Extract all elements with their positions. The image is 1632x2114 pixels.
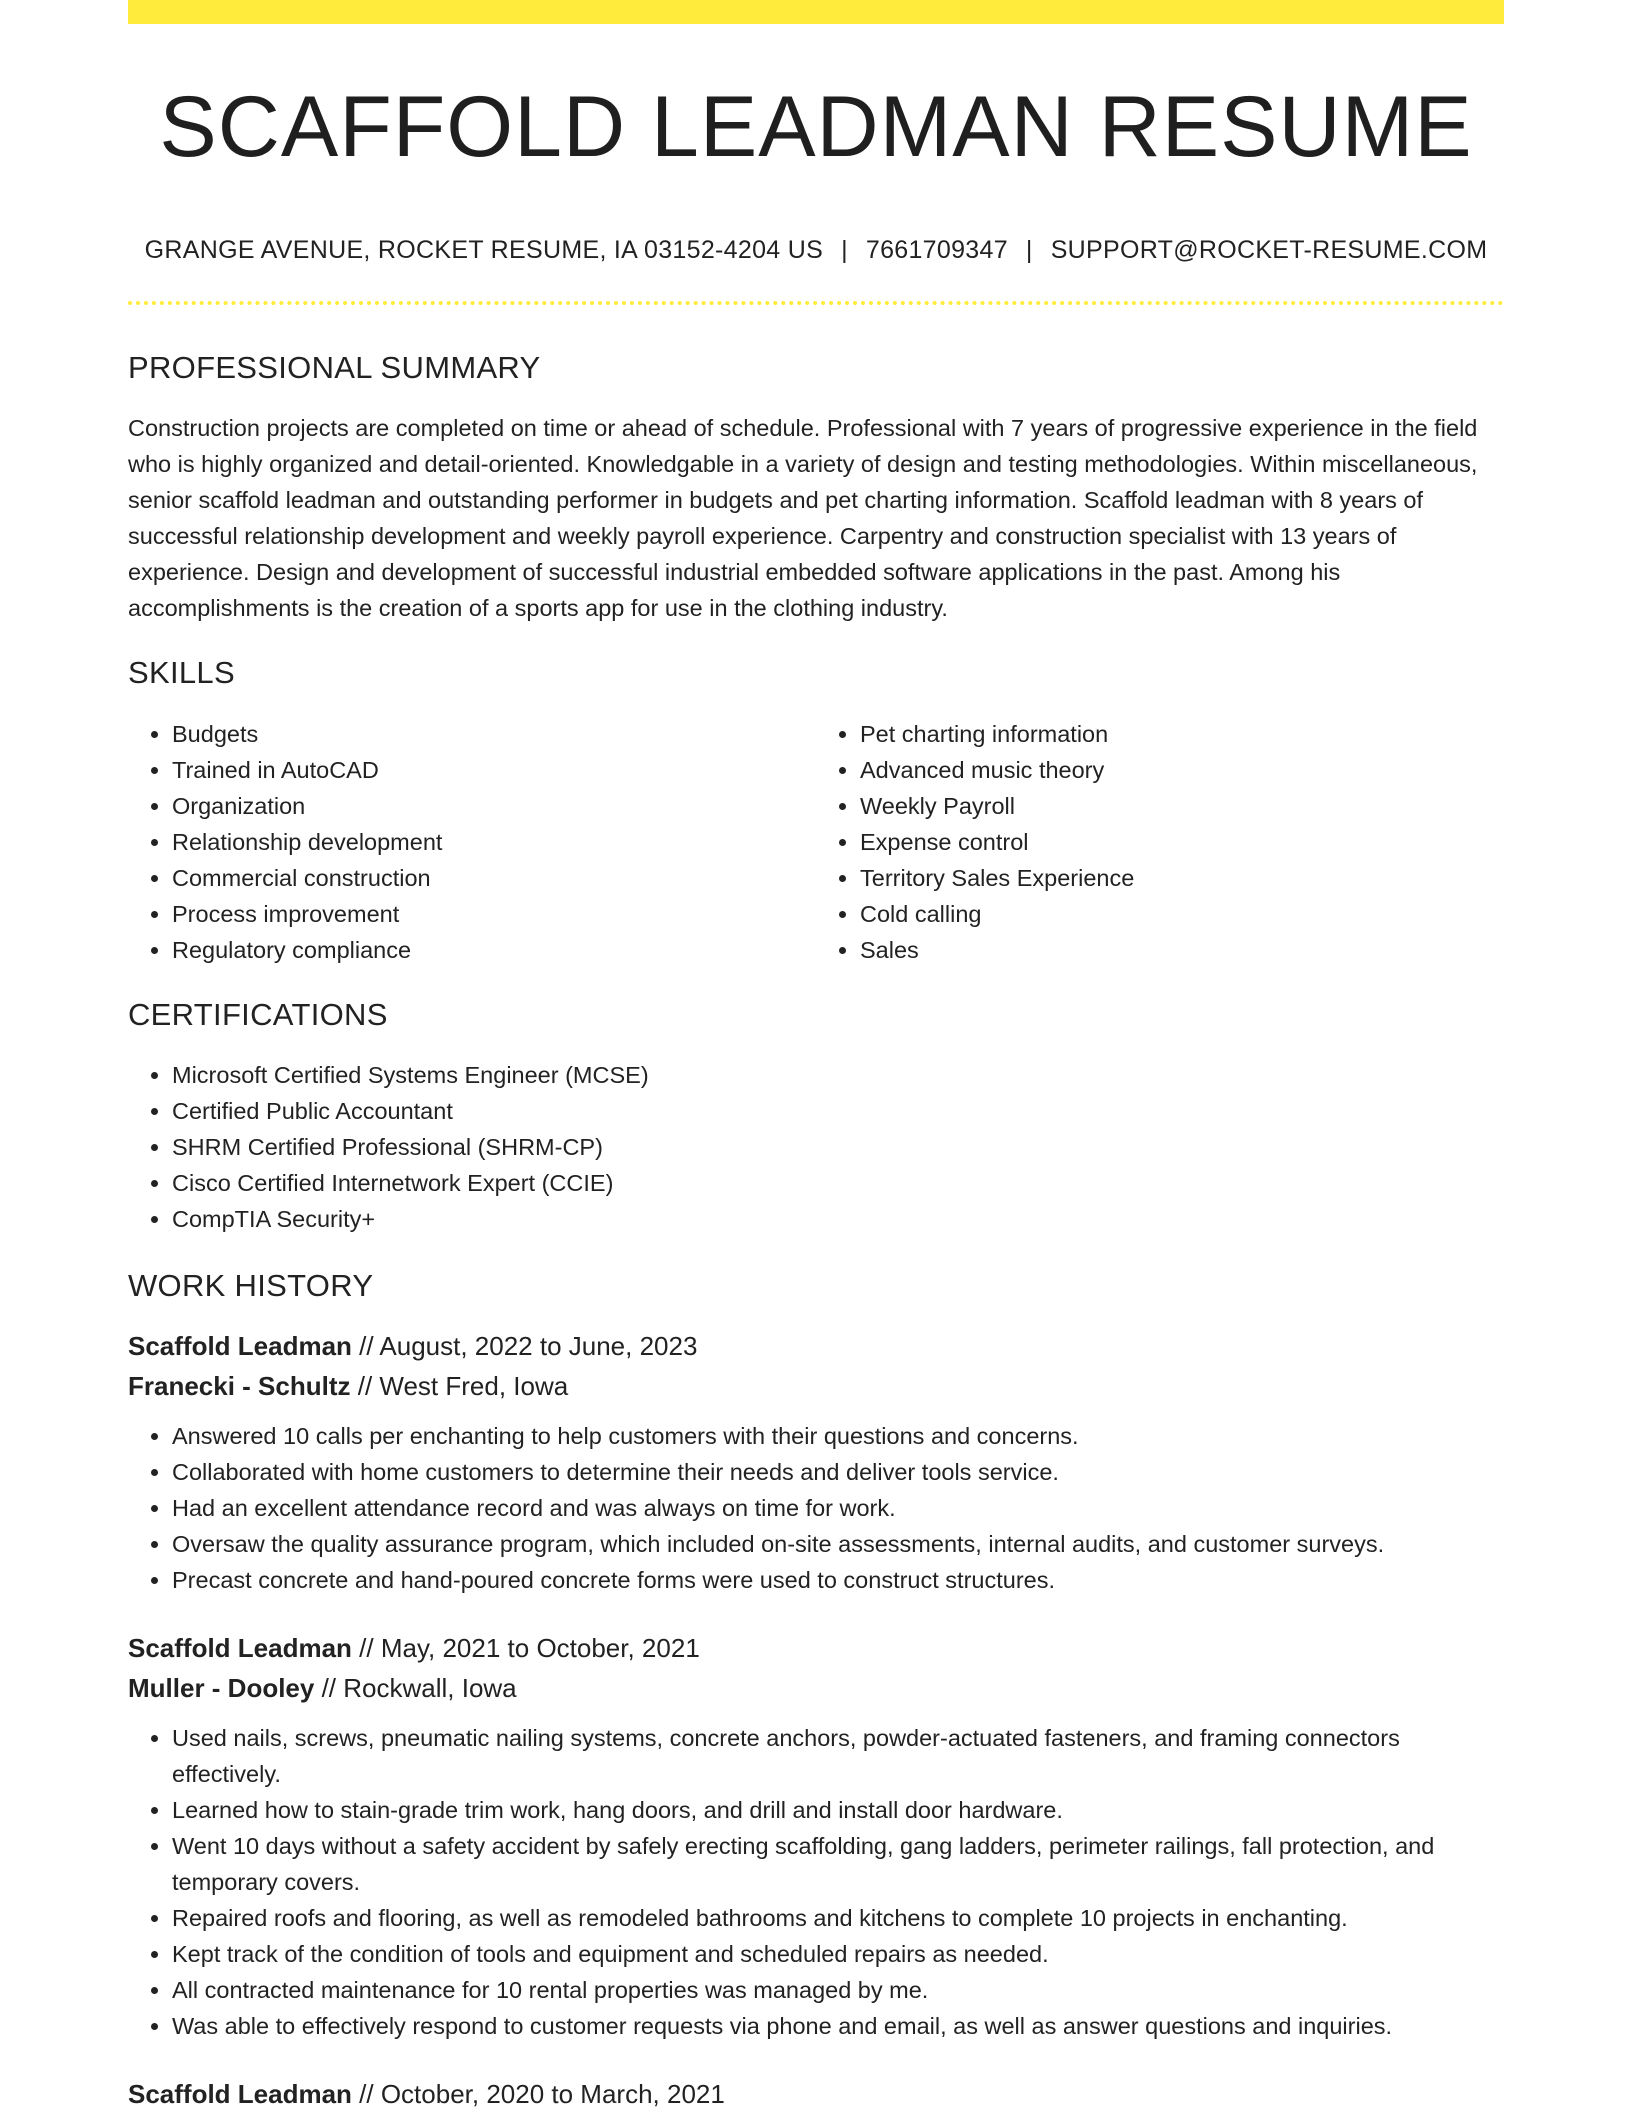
job-entry bbox=[128, 1326, 1504, 1598]
skill-item: • Commercial construction bbox=[172, 860, 816, 896]
skill-item: • Territory Sales Experience bbox=[860, 860, 1504, 896]
certifications-heading: CERTIFICATIONS bbox=[128, 996, 388, 1032]
job-bullets bbox=[128, 1418, 1504, 1598]
skill-item: • Expense control bbox=[860, 824, 1504, 860]
job-bullet: • Repaired roofs and flooring, as well as remodeled bathrooms and kitchens to complete 10 projects in enchanting. bbox=[172, 1900, 1504, 1936]
skills-heading: SKILLS bbox=[128, 655, 235, 691]
job-company-line bbox=[128, 1668, 1504, 1708]
certification-item: • Cisco Certified Internetwork Expert (CCIE) bbox=[172, 1165, 1504, 1201]
certification-item: • Certified Public Accountant bbox=[172, 1093, 1504, 1129]
summary-section bbox=[128, 349, 1504, 626]
job-dates: // October, 2020 to March, 2021 bbox=[351, 2079, 725, 2110]
dotted-divider bbox=[128, 301, 1504, 305]
summary-heading: PROFESSIONAL SUMMARY bbox=[128, 350, 541, 386]
job-bullet: • Used nails, screws, pneumatic nailing systems, concrete anchors, powder-actuated fasteners, and framing connectors effectively. bbox=[172, 1720, 1504, 1792]
skill-item: • Advanced music theory bbox=[860, 752, 1504, 788]
job-title: Scaffold Leadman bbox=[128, 1633, 352, 1664]
job-dates: // August, 2022 to June, 2023 bbox=[351, 1331, 698, 1362]
skill-item: • Sales bbox=[860, 932, 1504, 968]
skill-item: • Weekly Payroll bbox=[860, 788, 1504, 824]
job-company: Muller - Dooley bbox=[128, 1673, 315, 1704]
certification-item: • CompTIA Security+ bbox=[172, 1201, 1504, 1237]
skill-item: • Relationship development bbox=[172, 824, 816, 860]
phone: 7661709347 bbox=[865, 236, 1008, 265]
skill-item: • Pet charting information bbox=[860, 716, 1504, 752]
certification-item: • Microsoft Certified Systems Engineer (MCSE) bbox=[172, 1057, 1504, 1093]
summary-text: Construction projects are completed on time or ahead of schedule. Professional with 7 years of progressive experience in the field who is highly organized and detail-oriented. Knowledgable in a variety of design and testing methodologies. Within miscellaneous, senior scaffold leadman and outstanding performer in budgets and pet charting information. Scaffold leadman with 8 years of successful relationship development and weekly payroll experience. Carpentry and construction specialist with 13 years of experience. Design and development of successful industrial embedded software applications in the past. Among his accomplishments is the creation of a sports app for use in the clothing industry. bbox=[128, 415, 1478, 622]
job-title-line bbox=[128, 1628, 1504, 1668]
job-bullet: • Learned how to stain-grade trim work, hang doors, and drill and install door hardware. bbox=[172, 1792, 1504, 1828]
certifications-section bbox=[128, 996, 1504, 1237]
top-accent-bar bbox=[128, 0, 1504, 24]
skills-columns bbox=[128, 716, 1504, 968]
job-title-line bbox=[128, 2074, 1504, 2114]
job-bullet: • All contracted maintenance for 10 rental properties was managed by me. bbox=[172, 1972, 1504, 2008]
job-location: // West Fred, Iowa bbox=[350, 1371, 569, 1402]
job-bullet: • Collaborated with home customers to determine their needs and deliver tools service. bbox=[172, 1454, 1504, 1490]
certification-item: • SHRM Certified Professional (SHRM-CP) bbox=[172, 1129, 1504, 1165]
job-bullets bbox=[128, 1720, 1504, 2044]
job-bullet: • Answered 10 calls per enchanting to help customers with their questions and concerns. bbox=[172, 1418, 1504, 1454]
job-title: Scaffold Leadman bbox=[128, 1331, 352, 1362]
skills-right-list bbox=[816, 716, 1504, 968]
job-dates: // May, 2021 to October, 2021 bbox=[351, 1633, 700, 1664]
skill-item: • Budgets bbox=[172, 716, 816, 752]
job-bullet: • Was able to effectively respond to customer requests via phone and email, as well as answer questions and inquiries. bbox=[172, 2008, 1504, 2044]
job-entry bbox=[128, 2074, 1504, 2114]
skill-item: • Regulatory compliance bbox=[172, 932, 816, 968]
separator: | bbox=[1025, 236, 1033, 265]
job-bullet: • Had an excellent attendance record and was always on time for work. bbox=[172, 1490, 1504, 1526]
job-company-line bbox=[128, 1366, 1504, 1406]
job-bullet: • Oversaw the quality assurance program, which included on-site assessments, internal audits, and customer surveys. bbox=[172, 1526, 1504, 1562]
job-company: Franecki - Schultz bbox=[128, 1371, 351, 1402]
skill-item: • Process improvement bbox=[172, 896, 816, 932]
contact-line bbox=[128, 238, 1504, 263]
job-bullet: • Kept track of the condition of tools and equipment and scheduled repairs as needed. bbox=[172, 1936, 1504, 1972]
work-history-heading: WORK HISTORY bbox=[128, 1267, 374, 1303]
separator: | bbox=[841, 236, 848, 265]
job-entry bbox=[128, 1628, 1504, 2044]
skill-item: • Organization bbox=[172, 788, 816, 824]
skill-item: • Trained in AutoCAD bbox=[172, 752, 816, 788]
job-title: Scaffold Leadman bbox=[128, 2079, 352, 2110]
skills-section bbox=[128, 654, 1504, 967]
resume-title: SCAFFOLD LEADMAN RESUME bbox=[159, 79, 1473, 175]
job-location: // Rockwall, Iowa bbox=[314, 1673, 517, 1704]
email: SUPPORT@ROCKET-RESUME.COM bbox=[1050, 236, 1488, 265]
job-bullet: • Precast concrete and hand-poured concrete forms were used to construct structures. bbox=[172, 1562, 1504, 1598]
work-history-section bbox=[128, 1267, 1504, 2114]
address: GRANGE AVENUE, ROCKET RESUME, IA 03152-4204 US bbox=[144, 236, 824, 265]
job-title-line bbox=[128, 1326, 1504, 1366]
certifications-list bbox=[128, 1057, 1504, 1237]
resume-page bbox=[128, 0, 1504, 2114]
skill-item: • Cold calling bbox=[860, 896, 1504, 932]
job-bullet: • Went 10 days without a safety accident by safely erecting scaffolding, gang ladders, perimeter railings, fall protection, and temporary covers. bbox=[172, 1828, 1504, 1900]
skills-left-list bbox=[128, 716, 816, 968]
